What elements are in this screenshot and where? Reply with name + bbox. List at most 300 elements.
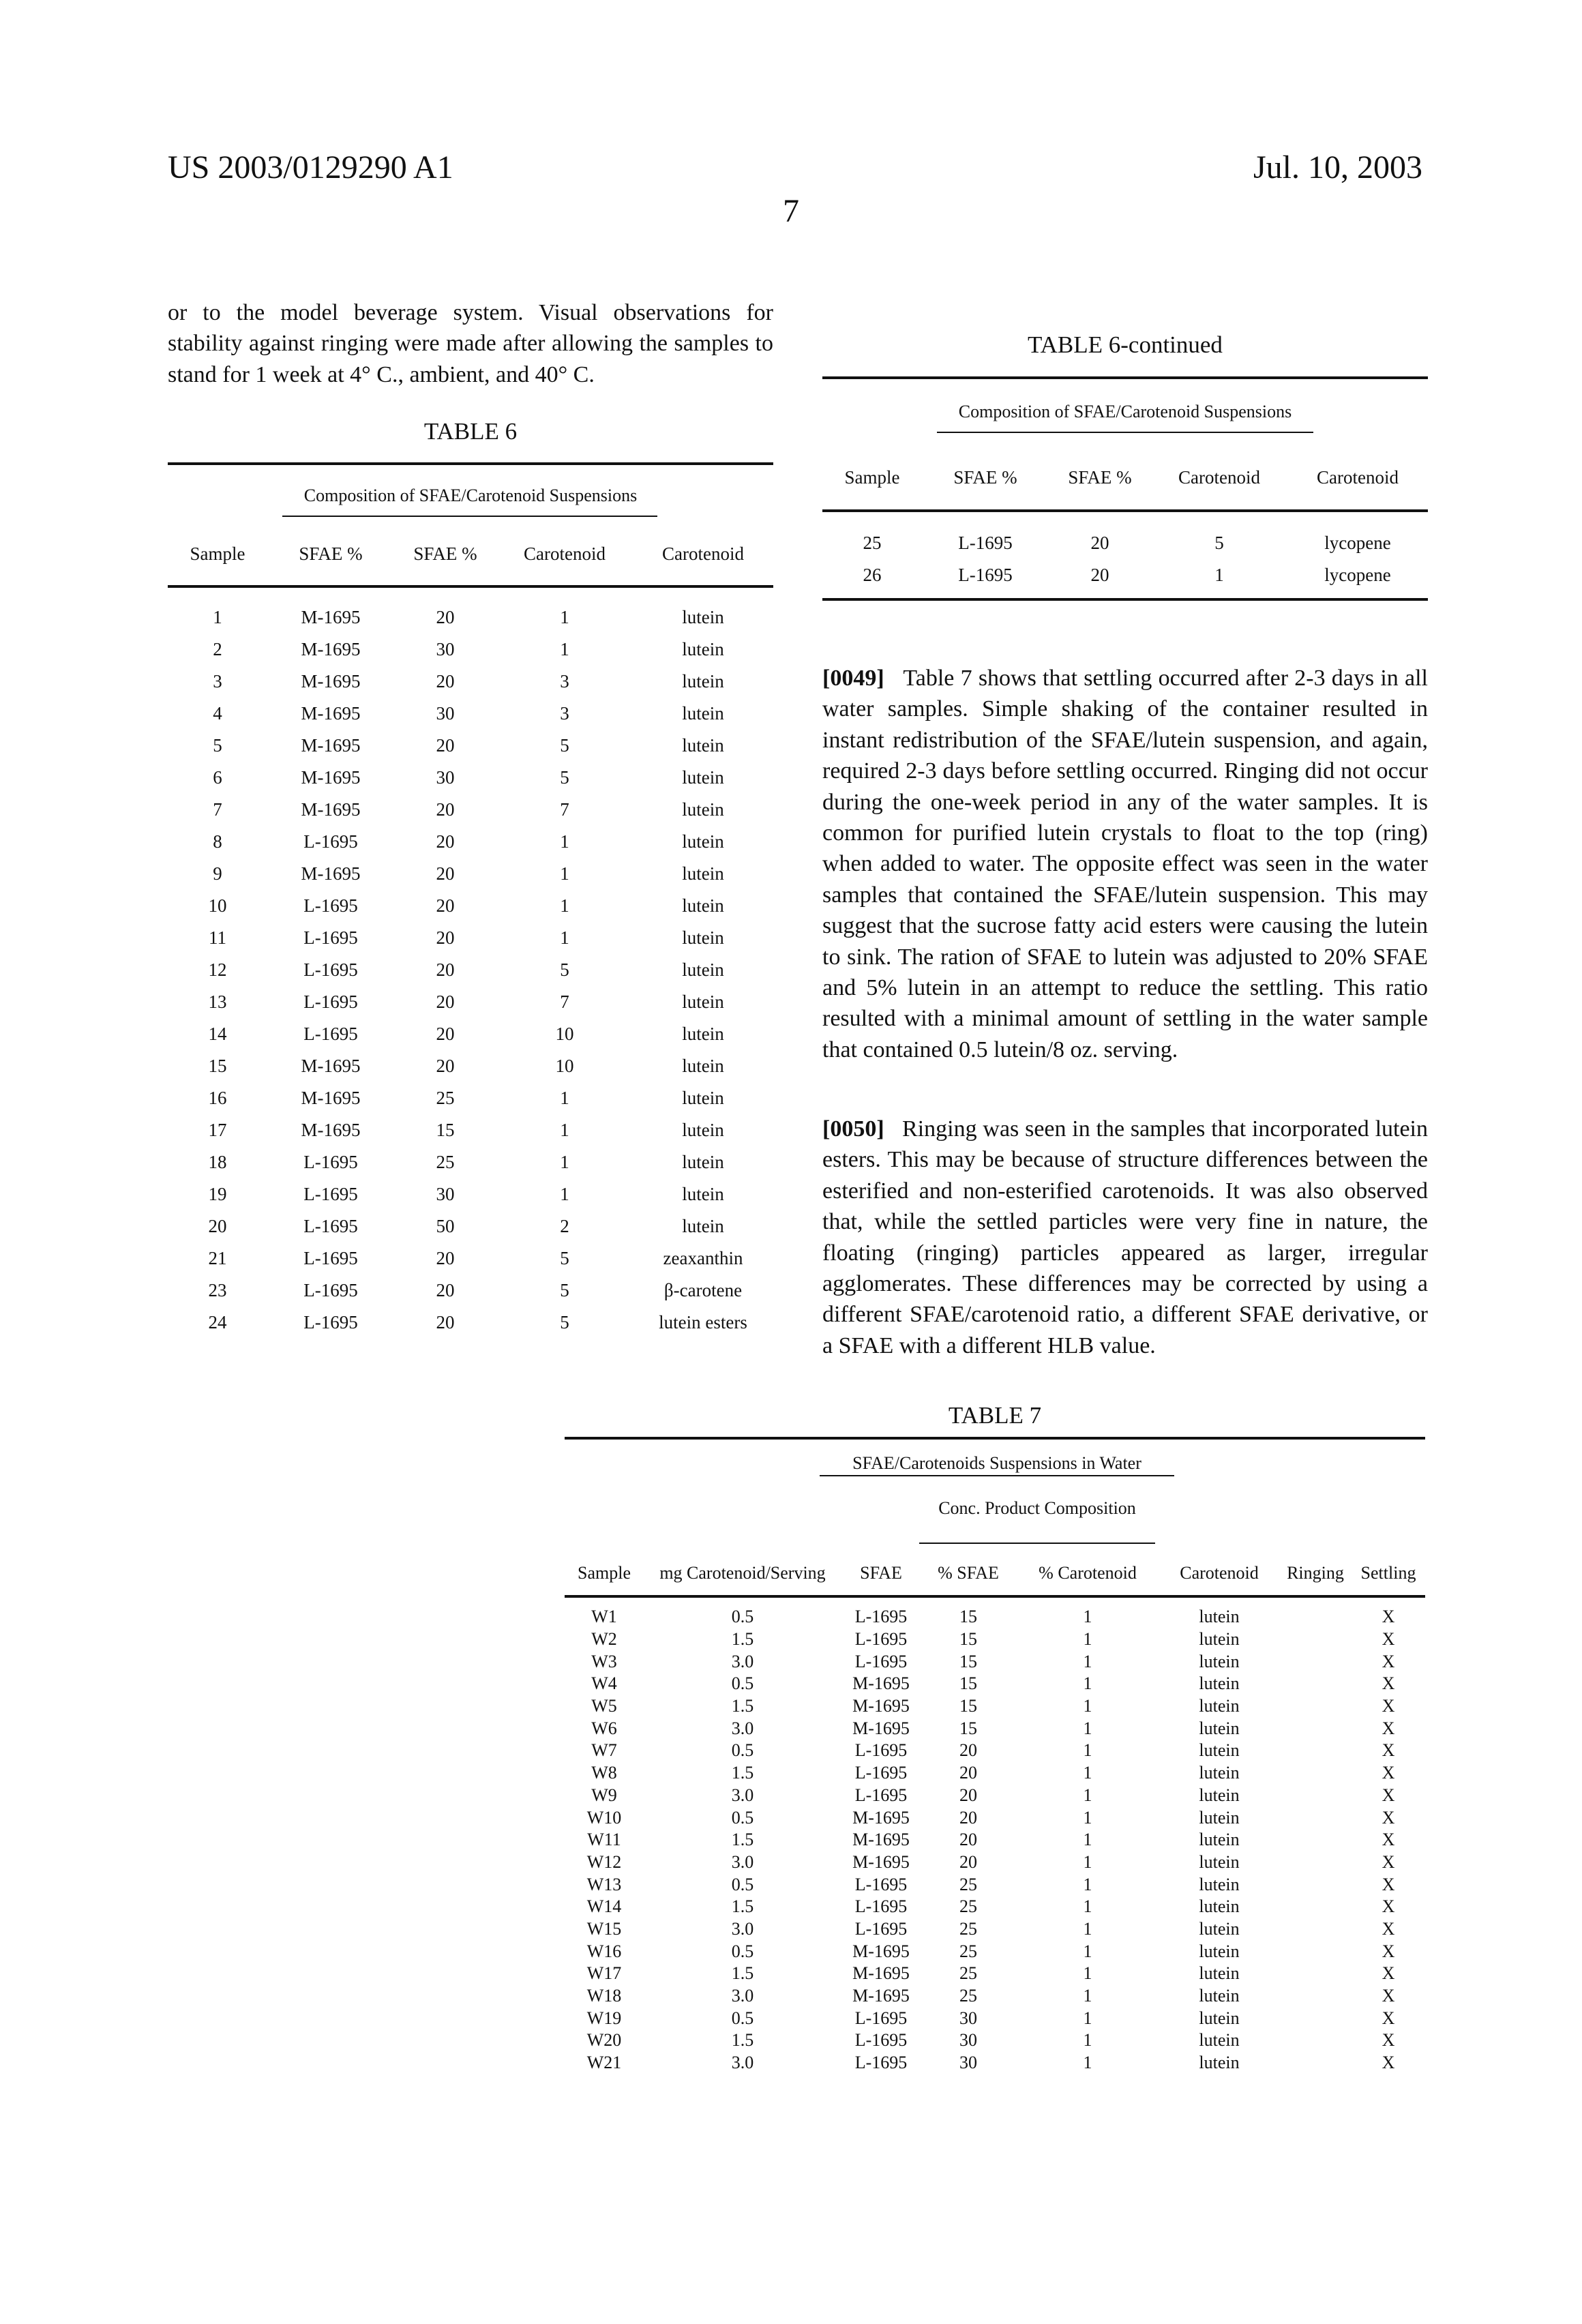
table6-caption-underline [282,516,657,517]
table6-caption: Composition of SFAE/Carotenoid Suspensions [168,486,773,506]
table6-cont-row [822,527,1428,559]
table7-cell: W10 [565,1806,644,1829]
table6-cell: lutein [633,1050,773,1082]
table7-cell: L-1695 [841,1918,921,1941]
table6-cell: 19 [168,1178,267,1210]
table6-cell: 20 [394,1242,496,1275]
table6-cell: 5 [496,730,633,762]
table7-row [565,2007,1425,2029]
table6-row [168,1242,773,1275]
table6-cell: 3 [168,666,267,698]
table6-cell: lutein [633,986,773,1018]
table6-cont-cell: 20 [1049,527,1151,559]
table7-cell: 30 [921,2029,1016,2052]
table6-cell: 20 [394,794,496,826]
table7-cell: M-1695 [841,1829,921,1851]
table7-cell: 20 [921,1851,1016,1874]
table7-cell [1279,1717,1352,1740]
table6-cell: 1 [496,1082,633,1114]
table7-caption: SFAE/Carotenoids Suspensions in Water [820,1453,1174,1474]
table7-cell [1279,1806,1352,1829]
table7-cell: X [1352,2029,1425,2052]
table7-cell: 25 [921,1940,1016,1963]
table7-group-underline [919,1543,1155,1544]
table6-cell: lutein [633,730,773,762]
table6-cell: M-1695 [267,794,394,826]
table6-cell: L-1695 [267,1018,394,1050]
table7-cell [1279,1606,1352,1628]
table6-cell: 20 [394,986,496,1018]
table6-cell: 30 [394,762,496,794]
table6-col-header: Carotenoid [496,543,633,565]
table7-cell: L-1695 [841,2029,921,2052]
table7-cell: X [1352,2052,1425,2074]
table7-cell: L-1695 [841,1628,921,1651]
table7-cell: L-1695 [841,2052,921,2074]
table7-row [565,1963,1425,1985]
table7-cell: W9 [565,1785,644,1807]
table7-cell: 0.5 [644,1740,841,1762]
table7-cell: W5 [565,1695,644,1718]
table6-row [168,601,773,634]
table6-cell: lutein [633,1114,773,1146]
table6-row [168,986,773,1018]
table7-cell: 1.5 [644,1628,841,1651]
table6-cell: 4 [168,698,267,730]
table6-cell: 15 [394,1114,496,1146]
table6-cell: L-1695 [267,1210,394,1242]
table6-cell: 7 [496,794,633,826]
table7-col-header: Carotenoid [1159,1563,1279,1583]
table6-cell: 12 [168,954,267,986]
table6-cont-cell: L-1695 [922,527,1049,559]
table7-cell: 0.5 [644,1606,841,1628]
table6-cell: lutein [633,634,773,666]
table6-cell: lutein [633,954,773,986]
table7-cell: 1 [1016,1985,1159,2008]
table6-cell: 2 [496,1210,633,1242]
table7-group-header: Conc. Product Composition [919,1497,1155,1520]
table7-cell: X [1352,1851,1425,1874]
table6-cont-top-rule [822,376,1428,379]
patent-number: US 2003/0129290 A1 [168,149,453,186]
table7-cell: 1.5 [644,1963,841,1985]
table7-cell: L-1695 [841,1606,921,1628]
table6-cell: 25 [394,1082,496,1114]
table6-cell: 7 [496,986,633,1018]
table6-cell: 5 [496,954,633,986]
table7-cell: 0.5 [644,1873,841,1896]
table6-row [168,762,773,794]
table6-cell: L-1695 [267,1178,394,1210]
table7-cell [1279,1650,1352,1673]
table7-cell: M-1695 [841,1963,921,1985]
table7-header [565,1563,1425,1583]
table7-cell: M-1695 [841,1717,921,1740]
table6-cell: 6 [168,762,267,794]
table6-cell: 3 [496,666,633,698]
table6-title: TABLE 6 [168,418,773,445]
table7-row [565,1650,1425,1673]
table6-cell: 20 [168,1210,267,1242]
paragraph-0050 [822,1114,1428,1361]
table6-cell: 16 [168,1082,267,1114]
table7-cell: 1.5 [644,1896,841,1918]
table7-cell: X [1352,1829,1425,1851]
table7-row [565,1918,1425,1941]
table7-cell: 3.0 [644,1918,841,1941]
table6-cell: M-1695 [267,1082,394,1114]
table7-cell: L-1695 [841,1762,921,1785]
table7-row [565,2052,1425,2074]
table7-cell: X [1352,1650,1425,1673]
table7-cell: 15 [921,1628,1016,1651]
table7-cell: W7 [565,1740,644,1762]
table6-cell: M-1695 [267,762,394,794]
table7-cell: M-1695 [841,1695,921,1718]
table7-row [565,1896,1425,1918]
table7-cell: 1 [1016,1918,1159,1941]
table7-cell: 25 [921,1918,1016,1941]
table7-cell: 1 [1016,1896,1159,1918]
table7-cell: M-1695 [841,1940,921,1963]
table6-cell: lutein [633,1146,773,1178]
table7-cell: 3.0 [644,1650,841,1673]
table7-cell: 1 [1016,1606,1159,1628]
table7-cell: lutein [1159,1918,1279,1941]
table6-row [168,698,773,730]
paragraph-0049 [822,663,1428,1065]
table6-body [168,601,773,1339]
table7-cell: 0.5 [644,2007,841,2029]
table6-cont-caption-underline [937,432,1313,433]
table7-cell: 1 [1016,1940,1159,1963]
table6-row [168,1050,773,1082]
table7-cell: 1 [1016,1740,1159,1762]
table7-cell: lutein [1159,1873,1279,1896]
page-number: 7 [0,192,1582,230]
table6-cell: lutein [633,601,773,634]
paragraph-0050-text: Ringing was seen in the samples that incorporated lutein esters. This may be because of structure differences between the esterified and non-esterified carotenoids. It was also observed that, while the settled particles were very fine in nature, the floating (ringing) particles appeared as larger, irregular agglomerates. These differences may be corrected by using a different SFAE/carotenoid ratio, a different SFAE derivative, or a SFAE with a different HLB value. [822,1116,1428,1358]
table6-cell: 5 [168,730,267,762]
table7-row [565,1873,1425,1896]
table7-title: TABLE 7 [565,1402,1425,1429]
table7-cell: 1.5 [644,1695,841,1718]
table6-row [168,794,773,826]
table7-cell: W6 [565,1717,644,1740]
table7-row [565,1940,1425,1963]
table6-cell: lutein [633,890,773,922]
intro-paragraph: or to the model beverage system. Visual observations for stability against ringing were made after allowing the samples to stand for 1 week at 4° C., ambient, and 40° C. [168,297,773,390]
table6-row [168,1275,773,1307]
table7-cell: X [1352,1628,1425,1651]
table7-cell: W14 [565,1896,644,1918]
table7-cell: 0.5 [644,1806,841,1829]
table7-cell: 1 [1016,2029,1159,2052]
table6-cell: 1 [496,922,633,954]
table7-cell: L-1695 [841,2007,921,2029]
table6-cont-caption: Composition of SFAE/Carotenoid Suspensions [822,402,1428,422]
table7-cell [1279,1785,1352,1807]
table6-row [168,858,773,890]
table6-cont-bottom-rule [822,598,1428,601]
table6-cell: 20 [394,922,496,954]
table7-col-header: % SFAE [921,1563,1016,1583]
table6-cell: lutein [633,794,773,826]
table7-cell: 1 [1016,1851,1159,1874]
table6-row [168,1307,773,1339]
table6-row [168,1082,773,1114]
table6-cell: M-1695 [267,634,394,666]
table7-cell [1279,1829,1352,1851]
table6-cell: M-1695 [267,858,394,890]
table6-cell: lutein esters [633,1307,773,1339]
table7-cell: W18 [565,1985,644,2008]
table7-cell: W1 [565,1606,644,1628]
table7-top-rule [565,1437,1425,1440]
table7-row [565,2029,1425,2052]
table7-cell [1279,1985,1352,2008]
table7-col-header: Ringing [1279,1563,1352,1583]
table7-cell: W17 [565,1963,644,1985]
table7-cell: X [1352,1963,1425,1985]
table6-cell: 20 [394,954,496,986]
table6-cell: 20 [394,1307,496,1339]
table7-col-header: Sample [565,1563,644,1583]
table6-cell: 1 [168,601,267,634]
table6-row [168,890,773,922]
table6-row [168,922,773,954]
table7-cell: W8 [565,1762,644,1785]
table7-cell: X [1352,1806,1425,1829]
table6-cell: 20 [394,1275,496,1307]
table6-col-header: SFAE % [394,543,496,565]
table7-cell: X [1352,1940,1425,1963]
table7-cell: X [1352,1762,1425,1785]
table6-cell: lutein [633,922,773,954]
table6-cell: L-1695 [267,986,394,1018]
table7-cell: 15 [921,1695,1016,1718]
table7-cell: X [1352,1606,1425,1628]
table6-cont-col-header: Sample [822,467,922,488]
table7-cell: 3.0 [644,2052,841,2074]
table7-cell: lutein [1159,1762,1279,1785]
table7-cell: 1 [1016,1762,1159,1785]
table6-row [168,1146,773,1178]
table6-cell: 2 [168,634,267,666]
table6-cell: 20 [394,890,496,922]
table7-cell: X [1352,1985,1425,2008]
table7-cell: lutein [1159,1851,1279,1874]
table6-top-rule [168,462,773,465]
table6-row [168,826,773,858]
table6-cell: lutein [633,826,773,858]
paragraph-0049-tag: [0049] [822,666,884,691]
table6-cont-title: TABLE 6-continued [822,331,1428,359]
table7-col-header: Settling [1352,1563,1425,1583]
table7-row [565,1695,1425,1718]
table6-cell: 20 [394,826,496,858]
table7-cell: 30 [921,2052,1016,2074]
table7-cell: 1 [1016,1650,1159,1673]
table6-cell: 20 [394,1050,496,1082]
table7-cell: 25 [921,1873,1016,1896]
table7-cell [1279,1918,1352,1941]
table7-cell: M-1695 [841,1985,921,2008]
table6-cell: L-1695 [267,1307,394,1339]
table7-cell [1279,1762,1352,1785]
table6-cell: L-1695 [267,1146,394,1178]
table7-cell: 1 [1016,2052,1159,2074]
table6-cell: 5 [496,762,633,794]
table6-cell: 18 [168,1146,267,1178]
table6-cell: 30 [394,634,496,666]
table6-cont-body [822,527,1428,591]
table7-cell: X [1352,1785,1425,1807]
table7-cell: 20 [921,1806,1016,1829]
table6-cell: lutein [633,1018,773,1050]
table6-cell: 23 [168,1275,267,1307]
table7-cell [1279,1940,1352,1963]
table7-cell: W19 [565,2007,644,2029]
table7-cell: lutein [1159,1628,1279,1651]
table7-cell: lutein [1159,1717,1279,1740]
table6-cont-header [822,467,1428,488]
table6-cell: L-1695 [267,954,394,986]
table7-cell [1279,1851,1352,1874]
table7-cell [1279,1963,1352,1985]
table6-cell: 15 [168,1050,267,1082]
table7-cell: lutein [1159,1740,1279,1762]
table7-cell: lutein [1159,1650,1279,1673]
table6-cell: 17 [168,1114,267,1146]
table7-cell: lutein [1159,1806,1279,1829]
table6-cell: lutein [633,1082,773,1114]
table7-cell: 0.5 [644,1940,841,1963]
table7-cell: lutein [1159,1606,1279,1628]
table7-cell: 1 [1016,1717,1159,1740]
table6-cell: 14 [168,1018,267,1050]
table6-row [168,1114,773,1146]
table6-cont-col-header: Carotenoid [1287,467,1428,488]
table6-cell: 1 [496,858,633,890]
table6-cell: L-1695 [267,826,394,858]
table6-cell: 1 [496,890,633,922]
table7-cell: 20 [921,1785,1016,1807]
table7-body [565,1606,1425,2074]
table7-row [565,1673,1425,1695]
table7-cell: lutein [1159,2007,1279,2029]
table6-cont-col-header: Carotenoid [1151,467,1287,488]
table7-cell: 3.0 [644,1717,841,1740]
table6-cell: 20 [394,1018,496,1050]
table6-cell: lutein [633,666,773,698]
table6-cont-cell: L-1695 [922,559,1049,591]
table7-cell: 1.5 [644,2029,841,2052]
table6-cell: lutein [633,858,773,890]
table7-cell: M-1695 [841,1806,921,1829]
table6-cell: 5 [496,1307,633,1339]
table6-cont-cell: 26 [822,559,922,591]
table7-cell: L-1695 [841,1785,921,1807]
table7-cell: W20 [565,2029,644,2052]
table6-cell: M-1695 [267,730,394,762]
table7-cell: X [1352,1873,1425,1896]
table7-col-header: % Carotenoid [1016,1563,1159,1583]
table7-row [565,1717,1425,1740]
table7-cell [1279,1628,1352,1651]
table6-cell: 10 [496,1018,633,1050]
table6-cell: lutein [633,1210,773,1242]
table7-cell [1279,1695,1352,1718]
table7-cell: M-1695 [841,1673,921,1695]
table6-cell: M-1695 [267,1114,394,1146]
table7-cell [1279,1873,1352,1896]
table6-cont-col-header: SFAE % [922,467,1049,488]
table6-cell: 20 [394,730,496,762]
table6-cell: 20 [394,858,496,890]
table7-cell: 15 [921,1606,1016,1628]
table6-cell: 1 [496,826,633,858]
table7-cell: lutein [1159,2052,1279,2074]
table7-cell: lutein [1159,1785,1279,1807]
table6-cell: L-1695 [267,1275,394,1307]
table6-cell: 1 [496,1114,633,1146]
table7-cell: 1 [1016,1628,1159,1651]
table6-cell: 1 [496,634,633,666]
table7-caption-underline [820,1475,1174,1476]
table7-cell: 15 [921,1650,1016,1673]
table7-cell [1279,2007,1352,2029]
table7-cell: 20 [921,1762,1016,1785]
table7-cell: W21 [565,2052,644,2074]
table7-col-header: SFAE [841,1563,921,1583]
table6-cell: M-1695 [267,1050,394,1082]
table6-cell: lutein [633,698,773,730]
table7-row [565,1606,1425,1628]
table7-cell: 3.0 [644,1785,841,1807]
table7-cell: X [1352,1673,1425,1695]
table7-cell: lutein [1159,1695,1279,1718]
table7-row [565,1851,1425,1874]
table7-cell: X [1352,2007,1425,2029]
table6-cell: 30 [394,698,496,730]
table7-cell: 3.0 [644,1851,841,1874]
table7-cell: M-1695 [841,1851,921,1874]
table6-cell: 1 [496,601,633,634]
table6-cell: 10 [168,890,267,922]
table7-cell: lutein [1159,1673,1279,1695]
table6-cell: L-1695 [267,922,394,954]
table7-cell: 15 [921,1717,1016,1740]
publication-date: Jul. 10, 2003 [1253,149,1422,186]
table7-cell: 30 [921,2007,1016,2029]
table6-cont-cell: lycopene [1287,527,1428,559]
table7-cell: 25 [921,1896,1016,1918]
table6-col-header: Sample [168,543,267,565]
table6-cell: 1 [496,1178,633,1210]
table6-cell: M-1695 [267,601,394,634]
table6-row [168,954,773,986]
table6-cont-col-header: SFAE % [1049,467,1151,488]
table7-cell [1279,2052,1352,2074]
table7-cell: W2 [565,1628,644,1651]
table6-row [168,730,773,762]
table6-cell: zeaxanthin [633,1242,773,1275]
table6-cont-cell: 25 [822,527,922,559]
table7-cell [1279,1673,1352,1695]
table7-cell: 1 [1016,1806,1159,1829]
